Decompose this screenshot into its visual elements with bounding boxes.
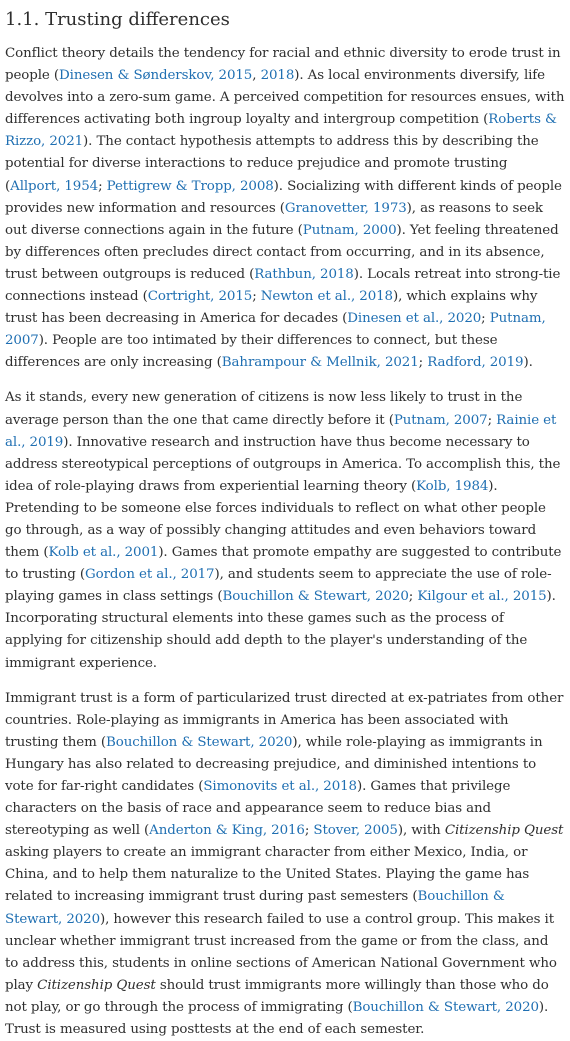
citation-link[interactable]: Dinesen & Sønderskov, 2015 xyxy=(59,68,253,84)
text-run: ). Games that privilege characters on the basis of race and appearance seem to reduce bias and stereotyping as well ( xyxy=(5,779,511,839)
text-run: ; xyxy=(408,589,418,605)
game-title: Citizenship Quest xyxy=(444,823,564,839)
text-run: As it stands, every new generation of citizens is now less likely to trust in the average person than the one that came directly before it ( xyxy=(5,390,523,428)
text-run: asking players to create an immigrant character from either Mexico, India, or China, and to help them naturalize to the United States. Playing the game has related to increasing immigrant trust during past semesters ( xyxy=(5,845,530,905)
text-run: ). As local environments diversify, life devolves into a zero-sum game. A perceived competition for resources ensues, with differences activating both ingroup loyalty and intergroup competition ( xyxy=(5,68,565,128)
citation-link[interactable]: Cortright, 2015 xyxy=(147,289,253,305)
citation-link[interactable]: Allport, 1954 xyxy=(10,178,99,194)
text-run: Immigrant trust is a form of particularized trust directed at ex-patriates from other countries. Role-playing as immigrants in America has been associated with trusting them ( xyxy=(5,690,564,750)
paragraph xyxy=(5,387,565,674)
citation-link[interactable]: Putnam, 2007 xyxy=(5,311,546,349)
citation-link[interactable]: Dinesen et al., 2020 xyxy=(347,311,482,327)
text-run: , xyxy=(252,68,261,84)
citation-link[interactable]: Gordon et al., 2017 xyxy=(85,567,215,583)
citation-link[interactable]: Kolb et al., 2001 xyxy=(48,545,159,561)
citation-link[interactable]: Bouchillon & Stewart, 2020 xyxy=(222,589,409,605)
text-run: ; xyxy=(304,823,314,839)
text-run: ; xyxy=(252,289,261,305)
text-run: ; xyxy=(487,412,497,428)
citation-link[interactable]: Bahrampour & Mellnik, 2021 xyxy=(221,355,419,371)
paragraph xyxy=(5,688,565,1041)
text-run: ). Incorporating structural elements into these games such as the process of applying for citizenship should add depth to the player's understanding of the immigrant experience. xyxy=(5,589,556,671)
citation-link[interactable]: Putnam, 2000 xyxy=(302,222,397,238)
citation-link[interactable]: Anderton & King, 2016 xyxy=(149,823,305,839)
text-run: ). xyxy=(523,355,533,371)
citation-link[interactable]: Newton et al., 2018 xyxy=(260,289,393,305)
text-run: ), and students seem to appreciate the use of role-playing games in class settings ( xyxy=(5,567,552,605)
text-run: ), while role-playing as immigrants in Hungary has also related to decreasing prejudice, and diminished intentions to vote for far-right candidates ( xyxy=(5,734,543,794)
citation-link[interactable]: Putnam, 2007 xyxy=(393,412,488,428)
text-run: ). Pretending to be someone else forces individuals to reflect on what other people go through, as a way of possibly changing attitudes and even behaviors toward them ( xyxy=(5,478,546,561)
text-run: ; xyxy=(418,355,428,371)
citation-link[interactable]: Bouchillon & Stewart, 2020 xyxy=(5,889,505,927)
text-run: ). Trust is measured using posttests at the end of each semester. xyxy=(5,999,549,1038)
text-run: ). Locals retreat into strong-tie connections instead ( xyxy=(5,266,561,305)
citation-link[interactable]: Kolb, 1984 xyxy=(416,478,489,494)
citation-link[interactable]: 2018 xyxy=(260,68,295,84)
text-run: ). The contact hypothesis attempts to address this by describing the potential for diverse interactions to reduce prejudice and promote trusting ( xyxy=(5,134,539,194)
citation-link[interactable]: Kilgour et al., 2015 xyxy=(417,589,547,605)
text-run: ), with xyxy=(397,823,445,839)
text-run: should trust immigrants more willingly than those who do not play, or go through the process of immigrating ( xyxy=(5,977,549,1015)
citation-link[interactable]: Stover, 2005 xyxy=(313,823,398,839)
citation-link[interactable]: Radford, 2019 xyxy=(427,355,524,371)
citation-link[interactable]: Bouchillon & Stewart, 2020 xyxy=(106,734,293,750)
text-run: ), which explains why trust has been decreasing in America for decades ( xyxy=(5,289,538,327)
game-title: Citizenship Quest xyxy=(37,977,156,993)
citation-link[interactable]: Granovetter, 1973 xyxy=(284,200,407,216)
text-run: ; xyxy=(481,311,490,327)
text-run: ; xyxy=(98,178,107,194)
section-heading: 1.1. Trusting differences xyxy=(5,9,230,30)
text-run: ). Socializing with different kinds of people provides new information and resources ( xyxy=(5,178,562,216)
citation-link[interactable]: Simonovits et al., 2018 xyxy=(203,779,357,794)
citation-link[interactable]: Pettigrew & Tropp, 2008 xyxy=(106,178,274,194)
citation-link[interactable]: Roberts & Rizzo, 2021 xyxy=(5,112,557,150)
text-run: ). Innovative research and instruction have thus become necessary to address stereotypical perceptions of outgroups in America. To accomplish this, the idea of role-playing draws from experiential learning theory ( xyxy=(5,434,561,494)
citation-link[interactable]: Bouchillon & Stewart, 2020 xyxy=(352,999,539,1015)
text-run: ). Games that promote empathy are suggested to contribute to trusting ( xyxy=(5,545,562,583)
text-run: ). People are too intimated by their differences to connect, but these differences are only increasing ( xyxy=(5,333,498,371)
citation-link[interactable]: Rathbun, 2018 xyxy=(254,266,354,282)
text-run: ), however this research failed to use a control group. This makes it unclear whether immigrant trust increased from the game or from the class, and to address this, students in online sections of American National Government who play xyxy=(5,911,557,993)
text-run: Conflict theory details the tendency for racial and ethnic diversity to erode trust in people ( xyxy=(5,46,561,84)
text-run: ). Yet feeling threatened by differences often precludes direct contact from occurring, and in its absence, trust between outgroups is reduced ( xyxy=(5,222,559,282)
paragraph xyxy=(5,43,565,374)
citation-link[interactable]: Rainie et al., 2019 xyxy=(5,412,557,450)
text-run: ), as reasons to seek out diverse connections again in the future ( xyxy=(5,200,543,238)
